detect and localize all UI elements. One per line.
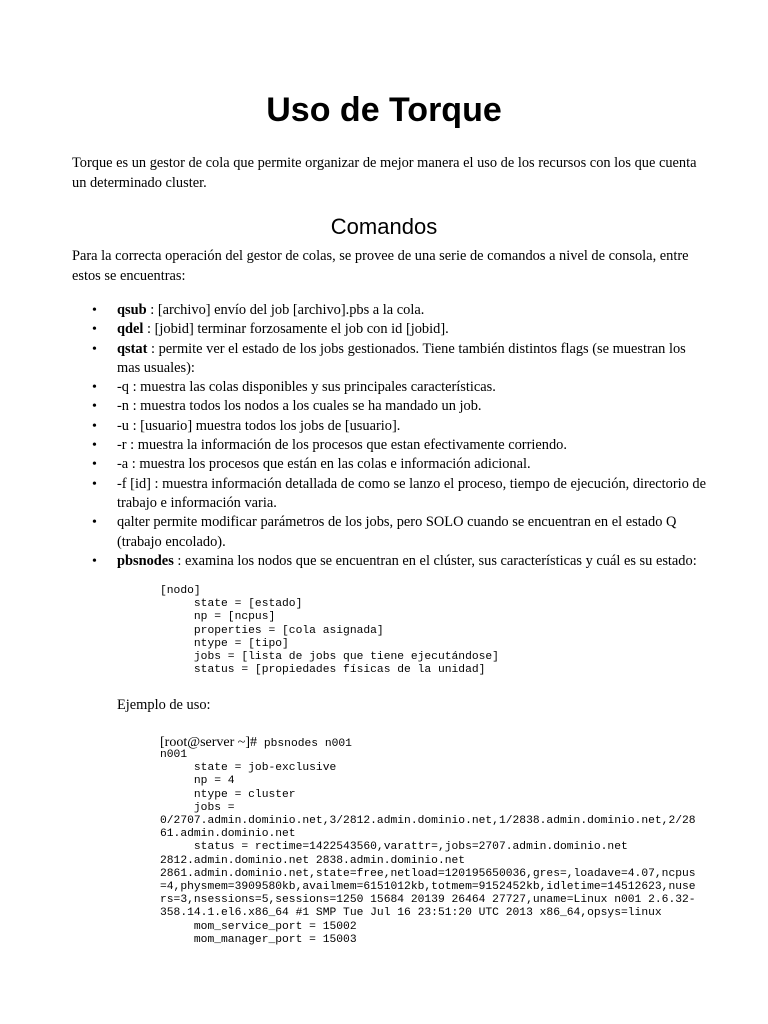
bullet-icon: • [92, 399, 97, 415]
example-output-block: n001 state = job-exclusive np = 4 ntype = cluster jobs = 0/2707.admin.dominio.net,3/2812.admin.dominio.net,1/2838.admin.dominio.net,2/28 61.admin.dominio.net status = rectime=1422543560,varattr=,jobs=2707.admin.dominio.net 2812.admin.dominio.net 2838.admin.dominio.net 2861.admin.dominio.net,state=free,netload=120195650036,gres=,loadave=4.07,ncpus =4,physmem=3909580kb,availmem=6151012kb,totmem=9152452kb,idletime=14512623,nuse rs=3,nsessions=5,sessions=1250 15684 20139 26464 27727,uname=Linux n001 2.6.32- 358.14.1.el6.x86_64 #1 SMP Tue Jul 16 23:51:20 UTC 2013 x86_64,opsys=linux mom_service_port = 15002 mom_manager_port = 15003 [160, 749, 696, 946]
bullet-icon: • [92, 515, 97, 531]
list-item [72, 320, 712, 339]
command-description: -u : [usuario] muestra todos los jobs de [usuario]. [117, 417, 401, 434]
intro-paragraph: Torque es un gestor de cola que permite organizar de mejor manera el uso de los recursos con los que cuenta un determinado cluster. [72, 155, 697, 191]
bullet-icon: • [92, 553, 97, 569]
command-description: -r : muestra la información de los procesos que estan efectivamente corriendo. [117, 437, 567, 454]
list-item [72, 552, 712, 571]
list-item [72, 417, 712, 436]
example-label: Ejemplo de uso: [117, 697, 211, 713]
command-description: : examina los nodos que se encuentran en el clúster, sus características y cuál es su estado: [173, 552, 697, 569]
bullet-icon: • [92, 476, 97, 492]
section-intro-paragraph: Para la correcta operación del gestor de colas, se provee de una serie de comandos a nivel de consola, entre estos se encuentras: [72, 248, 689, 284]
command-description: -a : muestra los procesos que están en las colas e información adicional. [117, 456, 531, 473]
bullet-icon: • [92, 418, 97, 434]
shell-prompt: [root@server ~]# [160, 735, 258, 750]
list-item [72, 475, 712, 514]
bullet-icon: • [92, 341, 97, 357]
list-item [72, 436, 712, 455]
command-description: -q : muestra las colas disponibles y sus principales características. [117, 379, 496, 396]
list-item [72, 513, 712, 552]
pbsnodes-format-block: [nodo] state = [estado] np = [ncpus] properties = [cola asignada] ntype = [tipo] jobs = [lista de jobs que tiene ejecutándose] status = [propiedades físicas de la unidad] [160, 585, 499, 677]
section-heading: Comandos [330, 214, 438, 239]
list-item [72, 378, 712, 397]
command-name: qdel [117, 321, 144, 338]
list-item [72, 455, 712, 474]
command-name: qstat [117, 340, 148, 357]
command-description: qalter permite modificar parámetros de los jobs, pero SOLO cuando se encuentran en el estado Q (trabajo encolado). [117, 514, 677, 550]
command-description: : [archivo] envío del job [archivo].pbs a la cola. [146, 302, 425, 318]
list-item [72, 397, 712, 416]
command-name: pbsnodes [117, 552, 174, 569]
command-description: -f [id] : muestra información detallada de como se lanzo el proceso, tiempo de ejecución, directorio de trabajo e información varia. [117, 475, 706, 511]
bullet-icon: • [92, 303, 97, 318]
page-title: Uso de Torque [266, 91, 502, 129]
bullet-icon: • [92, 457, 97, 473]
command-description: -n : muestra todos los nodos a los cuales se ha mandado un job. [117, 398, 482, 415]
command-description: : permite ver el estado de los jobs gestionados. Tiene también distintos flags (se muestran los mas usuales): [117, 340, 686, 376]
bullet-icon: • [92, 380, 97, 396]
command-list [72, 301, 712, 571]
list-item [72, 301, 712, 320]
list-item [72, 340, 712, 379]
bullet-icon: • [92, 438, 97, 454]
command-name: qsub [117, 302, 147, 318]
command-description: : [jobid] terminar forzosamente el job con id [jobid]. [143, 321, 449, 338]
shell-command: pbsnodes n001 [257, 738, 352, 750]
bullet-icon: • [92, 322, 97, 338]
